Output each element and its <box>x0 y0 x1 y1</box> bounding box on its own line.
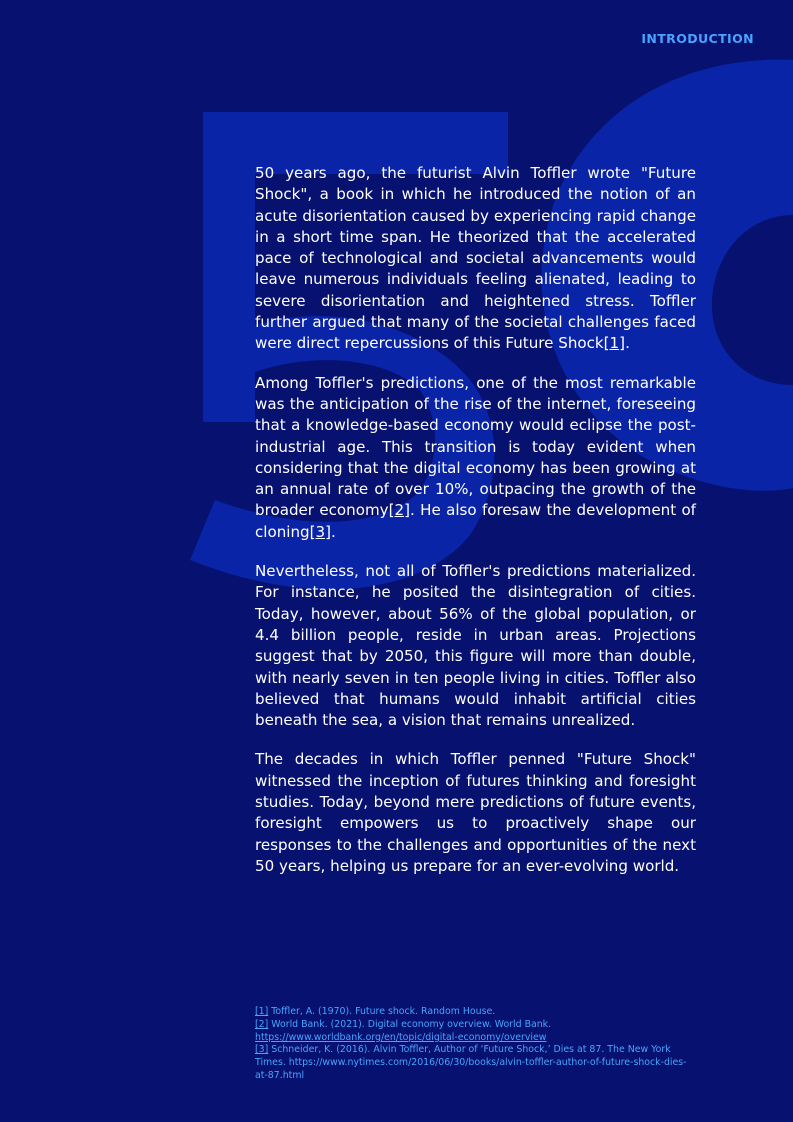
footnote-3-text: Schneider, K. (2016). Alvin Toffler, Author of ‘Future Shock,’ Dies at 87. The New York Times. https://www.nytimes.com/2016/06/30/books/alvin-toffler-author-of-future-shock-dies-at-87.html <box>255 1044 687 1081</box>
paragraph-1 <box>255 163 696 355</box>
footnote-1-text: Toffler, A. (1970). Future shock. Random House. <box>268 1006 496 1017</box>
article-body <box>255 163 696 895</box>
paragraph-1-text: 50 years ago, the futurist Alvin Toffler wrote "Future Shock", a book in which he introduced the notion of an acute disorientation caused by experiencing rapid change in a short time span. He theorized that the accelerated pace of technological and societal advancements would leave numerous individuals feeling alienated, leading to severe disorientation and heightened stress. Toffler further argued that many of the societal challenges faced were direct repercussions of this Future Shock <box>255 164 696 353</box>
footnote-2-link[interactable]: https://www.worldbank.org/en/topic/digital-economy/overview <box>255 1031 547 1043</box>
footnote-2 <box>255 1019 695 1045</box>
footnote-1-marker[interactable]: [1] <box>255 1006 269 1017</box>
footnote-2-marker[interactable]: [2] <box>255 1018 269 1030</box>
paragraph-2 <box>255 373 696 543</box>
footnote-1 <box>255 1006 695 1019</box>
footnotes <box>255 1006 695 1083</box>
paragraph-2-text-b: . He also foresaw the development of cloning <box>255 501 696 541</box>
paragraph-2-text-a: Among Toffler's predictions, one of the most remarkable was the anticipation of the rise of the internet, foreseeing that a knowledge-based economy would eclipse the post-industrial age. This transition is today evident when considering that the digital economy has been growing at an annual rate of over 10%, outpacing the growth of the broader economy <box>255 373 696 520</box>
paragraph-3: Nevertheless, not all of Toffler's predictions materialized. For instance, he posited the disintegration of cities. Today, however, about 56% of the global population, or 4.4 billion people, reside in urban areas. Projections suggest that by 2050, this figure will more than double, with nearly seven in ten people living in cities. Toffler also believed that humans would inhabit artificial cities beneath the sea, a vision that remains unrealized. <box>255 562 696 730</box>
footnote-ref-2[interactable]: [2] <box>388 501 410 520</box>
paragraph-1-end: . <box>625 334 630 353</box>
paragraph-4: The decades in which Toffler penned "Future Shock" witnessed the inception of futures thinking and foresight studies. Today, beyond mere predictions of future events, foresight empowers us to proactively shape our responses to the challenges and opportunities of the next 50 years, helping us prepare for an ever-evolving world. <box>255 750 696 875</box>
paragraph-2-end: . <box>331 522 336 541</box>
footnote-3 <box>255 1044 695 1082</box>
footnote-3-marker[interactable]: [3] <box>255 1044 269 1056</box>
section-label: INTRODUCTION <box>641 31 754 46</box>
five-stem <box>203 112 255 422</box>
footnote-2-text: World Bank. (2021). Digital economy overview. World Bank. <box>268 1018 552 1030</box>
footnote-ref-3[interactable]: [3] <box>309 522 332 541</box>
footnote-ref-1[interactable]: [1] <box>603 334 626 353</box>
